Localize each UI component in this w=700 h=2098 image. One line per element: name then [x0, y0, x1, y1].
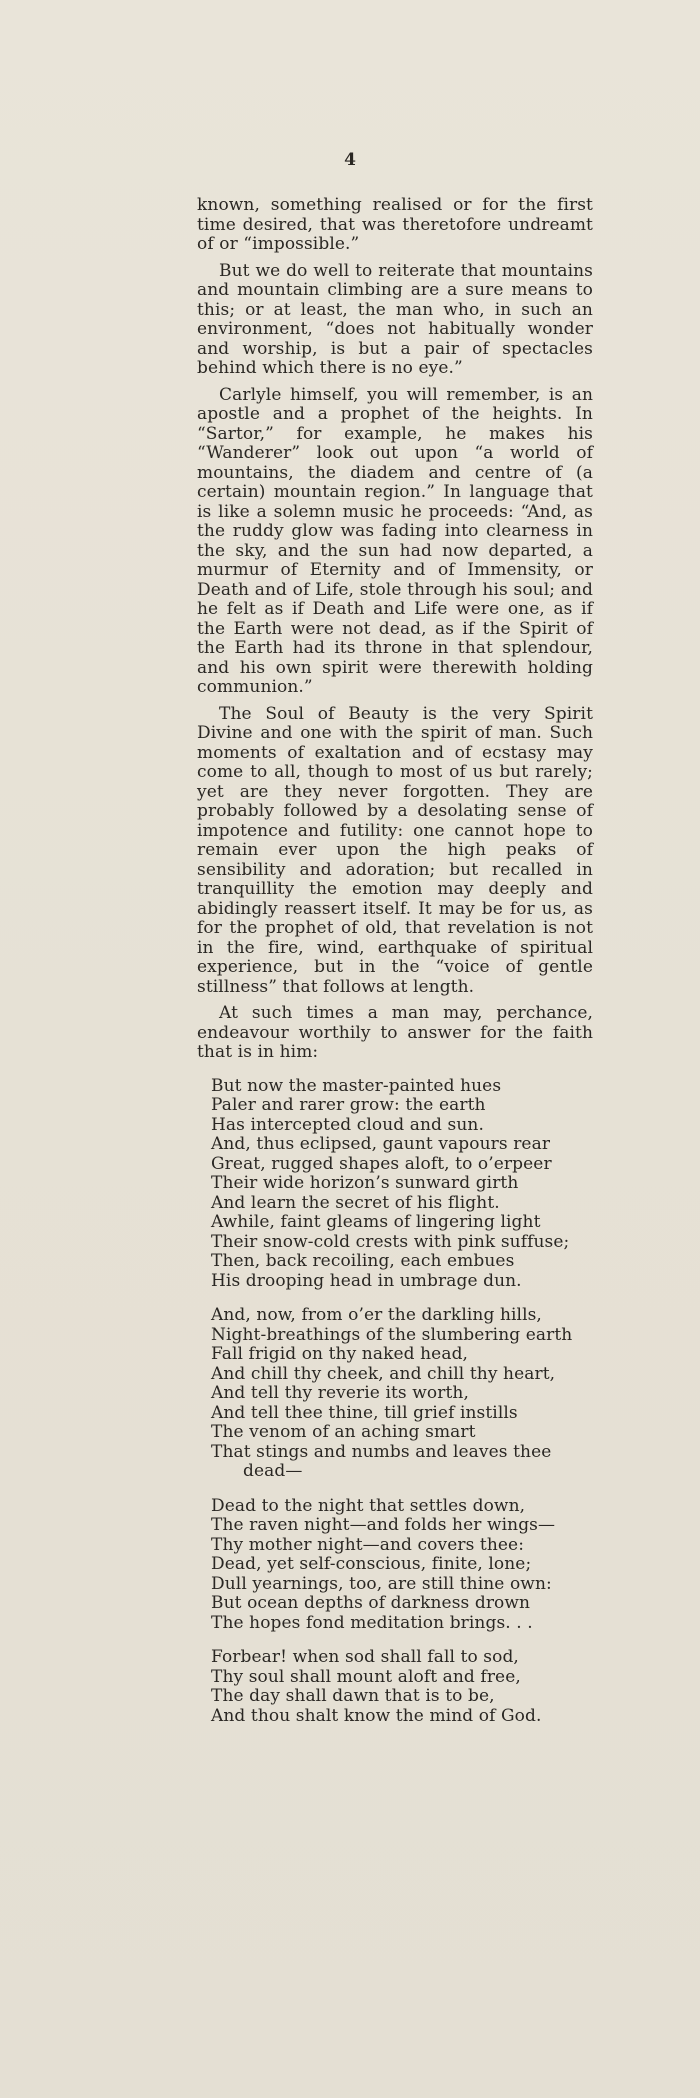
poem-line: Awhile, faint gleams of lingering light [211, 1212, 541, 1232]
paragraph: known, something realised or for the first time desired, that was theretofore undreamt of or “impossible.” [197, 195, 593, 254]
poem-line: And learn the secret of his flight. [211, 1192, 500, 1213]
poem-line: Their wide horizon’s sunward girth [211, 1173, 519, 1193]
poem-stanza-1 [211, 1077, 593, 1292]
article-body [197, 196, 593, 1741]
poem-line: And tell thee thine, till grief instills [211, 1402, 518, 1423]
poem-line-continuation: dead— [243, 1461, 303, 1481]
poem-line: Paler and rarer grow: the earth [211, 1095, 486, 1115]
poem-line: Their snow-cold crests with pink suffuse; [211, 1231, 570, 1252]
poem-line: And thou shalt know the mind of God. [211, 1705, 542, 1726]
poem-line: Forbear! when sod shall fall to sod, [211, 1647, 519, 1667]
poem-line: Fall frigid on thy naked head, [211, 1344, 469, 1364]
poem-line: Dead, yet self-conscious, finite, lone; [211, 1554, 532, 1574]
poem-line: Thy soul shall mount aloft and free, [211, 1666, 521, 1687]
poem-line: And, thus eclipsed, gaunt vapours rear [211, 1134, 551, 1154]
poem-line: The day shall dawn that is to be, [211, 1686, 495, 1706]
poem-line: And, now, from o’er the darkling hills, [211, 1305, 542, 1325]
poem-line: And tell thy reverie its worth, [211, 1383, 469, 1403]
poem-stanza-3 [211, 1497, 593, 1634]
poem-line: His drooping head in umbrage dun. [211, 1270, 522, 1291]
poem-stanza-4 [211, 1648, 593, 1726]
paragraph: The Soul of Beauty is the very Spirit Divine and one with the spirit of man. Such moments of exaltation and of ecstasy may come to all, though to most of us but rarely; yet are they never forgotten. They are probably followed by a desolating sense of impotence and futility: one cannot hope to remain ever upon the high peaks of sensibility and adoration; but recalled in tranquillity the emotion may deeply and abidingly reassert itself. It may be for us, as for the prophet of old, that revelation is not in the fire, wind, earthquake of spiritual experience, but in the “voice of gentle stillness” that follows at length. [197, 703, 593, 997]
poem-line: That stings and numbs and leaves thee [211, 1441, 552, 1462]
poem-line: But now the master-painted hues [211, 1075, 502, 1096]
poem-stanza-2 [211, 1306, 593, 1482]
poem-line: But ocean depths of darkness drown [211, 1593, 531, 1613]
paragraph: Carlyle himself, you will remember, is an apostle and a prophet of the heights. In “Sartor,” for example, he makes his “Wanderer” look out upon “a world of mountains, the diadem and centre of (a certain) mountain region.” In language that is like a solemn music he proceeds: “And, as the ruddy glow was fading into clearness in the sky, and the sun had now departed, a murmur of Eternity and of Immensity, or Death and of Life, stole through his soul; and he felt as if Death and Life were one, as if the Earth were not dead, as if the Spirit of the Earth had its throne in that splendour, and his own spirit were therewith holding communion.” [197, 384, 593, 697]
poem-line: The venom of an aching smart [211, 1422, 476, 1442]
poem-line: And chill thy cheek, and chill thy heart, [211, 1363, 556, 1384]
poem-line: Thy mother night—and covers thee: [211, 1534, 525, 1555]
poem-line: Dead to the night that settles down, [211, 1495, 526, 1516]
paragraph: At such times a man may, perchance, endeavour worthily to answer for the faith that is in him: [197, 1003, 593, 1062]
poem-line: The raven night—and folds her wings— [211, 1515, 556, 1535]
poem-line: Great, rugged shapes aloft, to o’erpeer [211, 1153, 552, 1174]
poem-line: Then, back recoiling, each embues [211, 1251, 515, 1271]
page-number: 4 [344, 150, 356, 170]
poem-line: The hopes fond meditation brings. . . [211, 1612, 533, 1633]
poem-line: Dull yearnings, too, are still thine own: [211, 1573, 552, 1594]
paragraph: But we do well to reiterate that mountains and mountain climbing are a sure means to this; or at least, the man who, in such an environment, “does not habitually wonder and worship, is but a pair of spectacles behind which there is no eye.” [197, 260, 593, 378]
poem-line: Has intercepted cloud and sun. [211, 1114, 484, 1135]
poem-line: Night-breathings of the slumbering earth [211, 1324, 573, 1345]
poem [211, 1077, 593, 1727]
